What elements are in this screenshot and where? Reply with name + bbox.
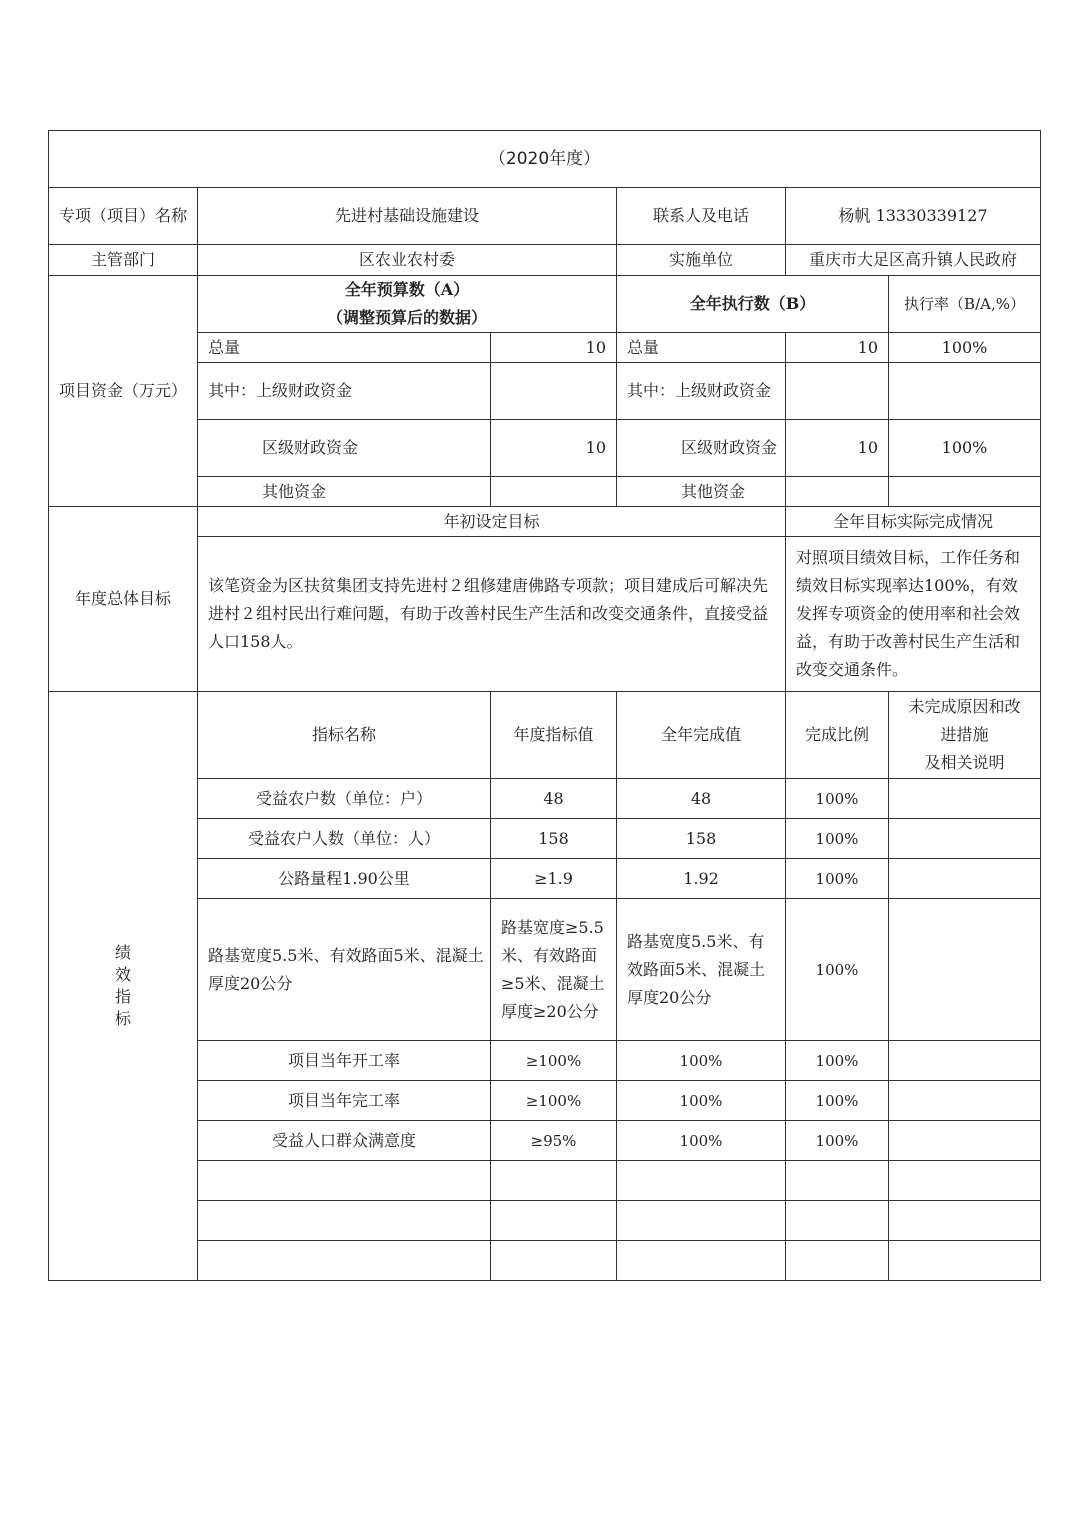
empty-cell: [198, 1241, 491, 1281]
dept-label: 主管部门: [49, 245, 198, 276]
col-target-header: 年度指标值: [491, 692, 617, 779]
col-reason-line2: 进措施: [940, 725, 989, 744]
table-title: （2020年度）: [49, 131, 1041, 188]
indicator-actual: 158: [617, 819, 786, 859]
col-name-header: 指标名称: [198, 692, 491, 779]
empty-cell: [786, 1161, 889, 1201]
initial-goal-header: 年初设定目标: [198, 507, 786, 537]
table-row: [49, 1161, 1041, 1201]
col-reason-header: [889, 692, 1041, 779]
funds-label: 项目资金（万元）: [49, 276, 198, 507]
performance-table: [48, 130, 1041, 1281]
indicator-ratio: 100%: [786, 1081, 889, 1121]
impl-label: 实施单位: [617, 245, 786, 276]
indicator-ratio: 100%: [786, 1041, 889, 1081]
initial-goal-text: 该笔资金为区扶贫集团支持先进村２组修建唐佛路专项款；项目建成后可解决先进村２组村民出行难问题，有助于改善村民生产生活和改变交通条件，直接受益人口158人。: [198, 537, 786, 692]
col-reason-line1: 未完成原因和改: [908, 697, 1021, 716]
indicator-target: ≥100%: [491, 1041, 617, 1081]
col-actual-header: 全年完成值: [617, 692, 786, 779]
indicator-reason: [889, 779, 1041, 819]
empty-cell: [786, 1241, 889, 1281]
indicator-name: 受益农户人数（单位：人）: [198, 819, 491, 859]
indicator-name: 受益农户数（单位：户）: [198, 779, 491, 819]
total-rate: 100%: [889, 333, 1041, 363]
superior-budget: [491, 363, 617, 420]
rate-header: 执行率（B/A,%）: [889, 276, 1041, 333]
project-name-value: 先进村基础设施建设: [198, 188, 617, 245]
indicator-name: 项目当年完工率: [198, 1081, 491, 1121]
budget-header-line2: （调整预算后的数据）: [326, 308, 487, 327]
actual-goal-header: 全年目标实际完成情况: [786, 507, 1041, 537]
budget-header-line1: 全年预算数（A）: [344, 280, 470, 299]
table-row: [49, 1041, 1041, 1081]
col-ratio-header: 完成比例: [786, 692, 889, 779]
indicator-name: 项目当年开工率: [198, 1041, 491, 1081]
total-exec-label: 总量: [617, 333, 786, 363]
indicator-name: 公路量程1.90公里: [198, 859, 491, 899]
empty-cell: [491, 1201, 617, 1241]
contact-value: 杨帆 13330339127: [786, 188, 1041, 245]
budget-header: [198, 276, 617, 333]
table-row: [49, 859, 1041, 899]
total-budget: 10: [491, 333, 617, 363]
indicator-target: 48: [491, 779, 617, 819]
indicator-actual: 100%: [617, 1121, 786, 1161]
indicator-target: ≥100%: [491, 1081, 617, 1121]
goals-label: 年度总体目标: [49, 507, 198, 692]
indicator-ratio: 100%: [786, 779, 889, 819]
indicator-ratio: 100%: [786, 819, 889, 859]
superior-exec-label: 其中：上级财政资金: [617, 363, 786, 420]
indicator-reason: [889, 819, 1041, 859]
empty-cell: [889, 1161, 1041, 1201]
table-row: [49, 1081, 1041, 1121]
other-exec-label: 其他资金: [617, 477, 786, 507]
contact-label: 联系人及电话: [617, 188, 786, 245]
table-row: [49, 1241, 1041, 1281]
other-rate: [889, 477, 1041, 507]
performance-table-sheet: [48, 130, 1040, 1281]
indicator-reason: [889, 1041, 1041, 1081]
district-label: 区级财政资金: [198, 420, 491, 477]
indicator-actual: 1.92: [617, 859, 786, 899]
district-rate: 100%: [889, 420, 1041, 477]
district-exec: 10: [786, 420, 889, 477]
indicator-target: 路基宽度≥5.5米、有效路面≥5米、混凝土厚度≥20公分: [491, 899, 617, 1041]
indicator-reason: [889, 1121, 1041, 1161]
actual-goal-text: 对照项目绩效目标，工作任务和绩效目标实现率达100%，有效发挥专项资金的使用率和社会效益，有助于改善村民生产生活和改变交通条件。: [786, 537, 1041, 692]
empty-cell: [617, 1161, 786, 1201]
empty-cell: [491, 1161, 617, 1201]
table-row: [49, 899, 1041, 1041]
superior-exec: [786, 363, 889, 420]
indicator-actual: 路基宽度5.5米、有效路面5米、混凝土厚度20公分: [617, 899, 786, 1041]
indicator-reason: [889, 1081, 1041, 1121]
table-row: [49, 1201, 1041, 1241]
empty-cell: [889, 1201, 1041, 1241]
indicator-ratio: 100%: [786, 859, 889, 899]
superior-rate: [889, 363, 1041, 420]
total-exec: 10: [786, 333, 889, 363]
indicator-target: ≥95%: [491, 1121, 617, 1161]
empty-cell: [198, 1161, 491, 1201]
indicator-target: ≥1.9: [491, 859, 617, 899]
superior-label: 其中：上级财政资金: [198, 363, 491, 420]
exec-header: 全年执行数（B）: [617, 276, 889, 333]
indicator-reason: [889, 899, 1041, 1041]
empty-cell: [198, 1201, 491, 1241]
indicators-label-char: 绩: [114, 943, 131, 962]
indicator-reason: [889, 859, 1041, 899]
empty-cell: [889, 1241, 1041, 1281]
empty-cell: [617, 1241, 786, 1281]
district-budget: 10: [491, 420, 617, 477]
other-label: 其他资金: [198, 477, 491, 507]
project-name-label: 专项（项目）名称: [49, 188, 198, 245]
indicator-actual: 100%: [617, 1081, 786, 1121]
district-exec-label: 区级财政资金: [617, 420, 786, 477]
col-reason-line3: 及相关说明: [924, 753, 1005, 772]
indicator-name: 受益人口群众满意度: [198, 1121, 491, 1161]
impl-value: 重庆市大足区高升镇人民政府: [786, 245, 1041, 276]
table-row: [49, 819, 1041, 859]
indicators-label-char: 指: [114, 987, 131, 1006]
other-exec: [786, 477, 889, 507]
other-budget: [491, 477, 617, 507]
indicator-ratio: 100%: [786, 1121, 889, 1161]
indicator-actual: 100%: [617, 1041, 786, 1081]
indicator-actual: 48: [617, 779, 786, 819]
empty-cell: [786, 1201, 889, 1241]
indicators-label-char: 标: [114, 1009, 131, 1028]
indicators-label: [49, 692, 198, 1281]
empty-cell: [617, 1201, 786, 1241]
indicator-name: 路基宽度5.5米、有效路面5米、混凝土厚度20公分: [198, 899, 491, 1041]
dept-value: 区农业农村委: [198, 245, 617, 276]
indicators-label-char: 效: [114, 965, 131, 984]
indicator-ratio: 100%: [786, 899, 889, 1041]
indicator-target: 158: [491, 819, 617, 859]
table-row: [49, 779, 1041, 819]
empty-cell: [491, 1241, 617, 1281]
total-label: 总量: [198, 333, 491, 363]
table-row: [49, 1121, 1041, 1161]
